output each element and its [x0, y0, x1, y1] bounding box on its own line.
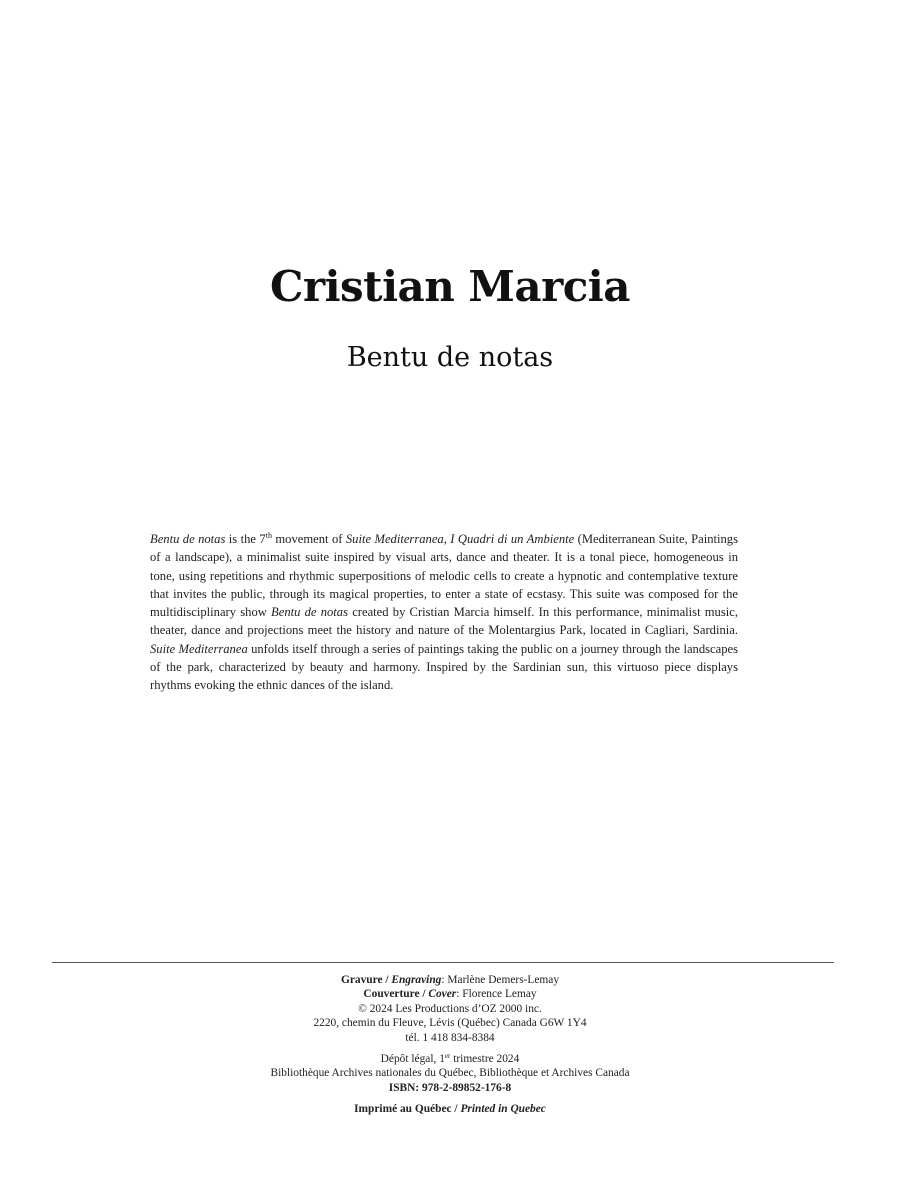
spacer [0, 1095, 900, 1102]
desc-segment: unfolds itself through a series of paintings taking the public on a journey through the landscapes of the park, characterized by beauty and harmony. Inspired by the Sardinian sun, this virtuoso piece displays rhythms evoking the ethnic dances of the island. [150, 641, 738, 693]
cover-label-en: Cover [428, 988, 457, 1001]
desc-segment: is the 7 [225, 532, 266, 546]
desc-segment: (Mediterranean Suite, Paintings of a landscape), a minimalist suite inspired by visual arts, dance and theater. It is a tonal piece, homogeneous in tone, using repetitions and rhythmic superpositions of melodic cells to create a hypnotic and contemplative texture that invites the public, through its magical properties, to enter a state of ecstasy. This suite was composed for the multidisciplinary show [150, 532, 738, 620]
deposit-sup: er [444, 1052, 451, 1061]
spacer [0, 1045, 900, 1052]
work-title: Bentu de notas [346, 342, 554, 373]
publisher-address: 2220, chemin du Fleuve, Lévis (Québec) Canada G6W 1Y4 [313, 1017, 587, 1030]
cover-artist-name: : Florence Lemay [456, 988, 537, 1001]
separator: / [382, 974, 392, 986]
publisher-phone: tél. 1 418 834-8384 [405, 1031, 495, 1044]
cover-label-fr: Couverture [363, 988, 420, 1001]
desc-segment: th [265, 531, 272, 540]
desc-segment: movement of [271, 532, 346, 546]
printed-en: Printed in Quebec [460, 1103, 546, 1116]
work-description [150, 530, 738, 695]
engraving-credit [0, 973, 900, 987]
printed-line [0, 1102, 900, 1116]
isbn: ISBN: 978-2-89852-176-8 [388, 1081, 512, 1094]
deposit-prefix: Dépôt légal, 1 [380, 1053, 445, 1066]
engraving-label-fr: Gravure [340, 974, 383, 986]
desc-segment: Bentu de notas [271, 605, 349, 620]
composer-name: Cristian Marcia [270, 262, 630, 311]
separator: / [451, 1103, 461, 1116]
libraries-line: Bibliothèque Archives nationales du Québec, Bibliothèque et Archives Canada [270, 1067, 630, 1080]
separator: / [419, 988, 429, 1001]
desc-segment: created by Cristian Marcia himself. In this performance, minimalist music, theater, dance and projections meet the history and nature of the Molentargius Park, located in Cagliari, Sardinia. [150, 605, 738, 638]
engraver-name: : Marlène Demers-Lemay [441, 974, 560, 986]
desc-segment: Bentu de notas [150, 532, 226, 546]
deposit-suffix: trimestre 2024 [450, 1053, 520, 1066]
engraving-label-en: Engraving [391, 974, 442, 986]
credits-block [0, 973, 900, 1117]
legal-deposit [0, 1052, 900, 1066]
printed-fr: Imprimé au Québec [354, 1103, 452, 1116]
desc-segment: Suite Mediterranea, I Quadri di un Ambiente [345, 532, 575, 546]
isbn-line [0, 1081, 900, 1095]
copyright-line: © 2024 Les Productions d’OZ 2000 inc. [358, 1002, 542, 1015]
desc-segment: Suite Mediterranea [150, 641, 248, 656]
cover-credit [0, 987, 900, 1001]
divider-rule [52, 962, 834, 963]
